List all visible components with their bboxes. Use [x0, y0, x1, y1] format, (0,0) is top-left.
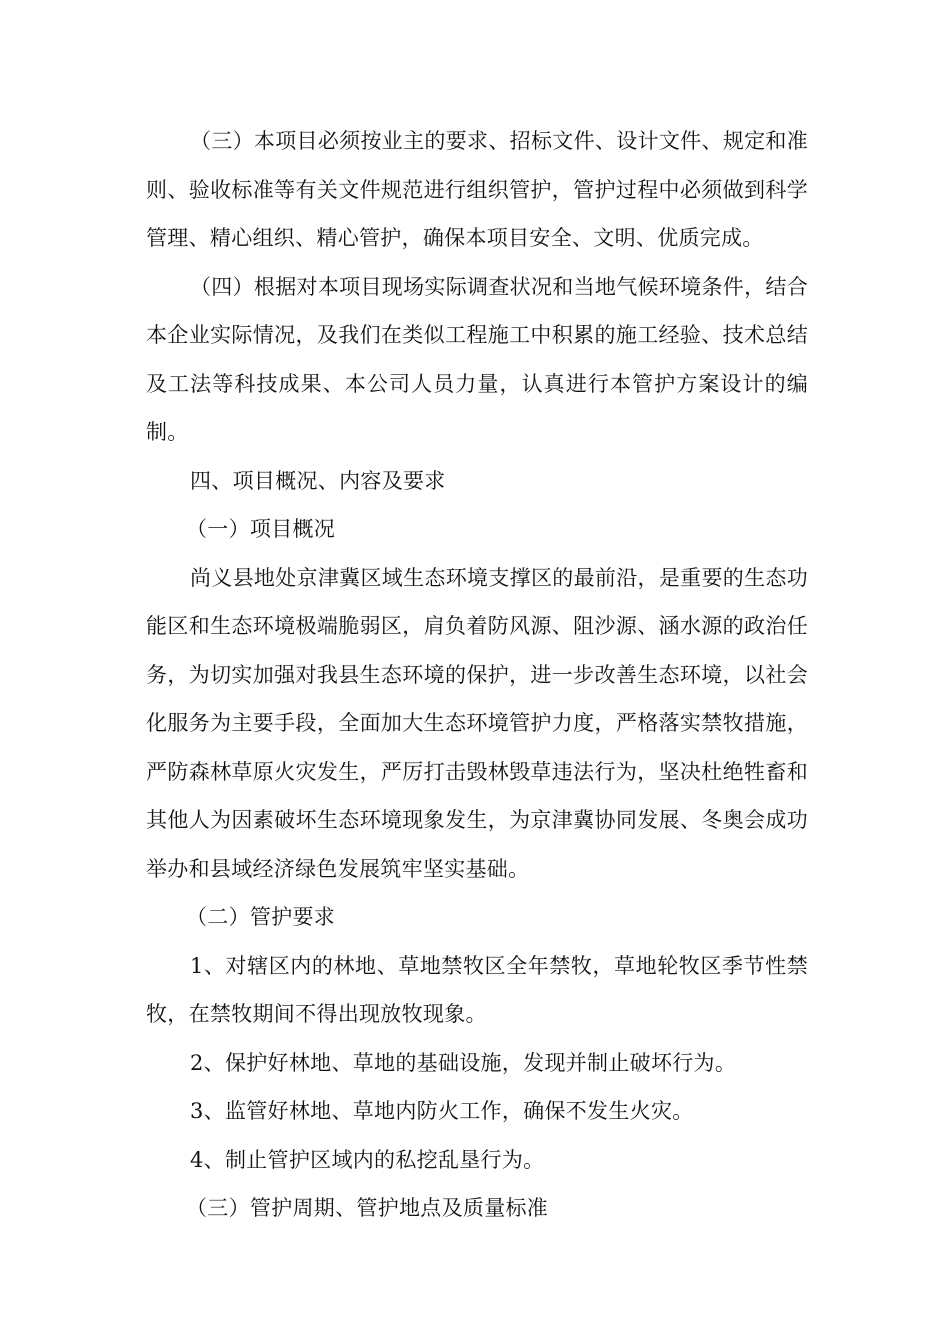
paragraph-three-intro: （三）本项目必须按业主的要求、招标文件、设计文件、规定和准则、验收标准等有关文件规范进行组织管护，管护过程中必须做到科学管理、精心组织、精心管护，确保本项目安全、文明、优质完成。	[146, 129, 808, 250]
requirement-item-1: 1、对辖区内的林地、草地禁牧区全年禁牧，草地轮牧区季节性禁牧，在禁牧期间不得出现放牧现象。	[146, 953, 808, 1026]
requirement-item-3: 3、监管好林地、草地内防火工作，确保不发生火灾。	[190, 1099, 694, 1123]
document-body	[146, 117, 808, 1233]
subsection-overview-heading: （一）项目概况	[186, 517, 336, 541]
section-four-heading: 四、项目概况、内容及要求	[190, 468, 446, 493]
paragraph-four-intro: （四）根据对本项目现场实际调查状况和当地气候环境条件，结合本企业实际情况，及我们在类似工程施工中积累的施工经验、技术总结及工法等科技成果、本公司人员力量，认真进行本管护方案设计的编制。	[146, 274, 808, 444]
requirement-item-4: 4、制止管护区域内的私挖乱垦行为。	[190, 1147, 545, 1172]
subsection-requirements-heading: （二）管护要求	[186, 905, 336, 929]
subsection-period-heading: （三）管护周期、管护地点及质量标准	[186, 1196, 549, 1220]
overview-paragraph: 尚义县地处京津冀区域生态环境支撑区的最前沿，是重要的生态功能区和生态环境极端脆弱区，肩负着防风源、阻沙源、涵水源的政治任务，为切实加强对我县生态环境的保护，进一步改善生态环境，以社会化服务为主要手段，全面加大生态环境管护力度，严格落实禁牧措施，严防森林草原火灾发生，严厉打击毁林毁草违法行为，坚决杜绝牲畜和其他人为因素破坏生态环境现象发生，为京津冀协同发展、冬奥会成功举办和县域经济绿色发展筑牢坚实基础。	[146, 565, 808, 881]
requirement-item-2: 2、保护好林地、草地的基础设施，发现并制止破坏行为。	[190, 1050, 737, 1075]
